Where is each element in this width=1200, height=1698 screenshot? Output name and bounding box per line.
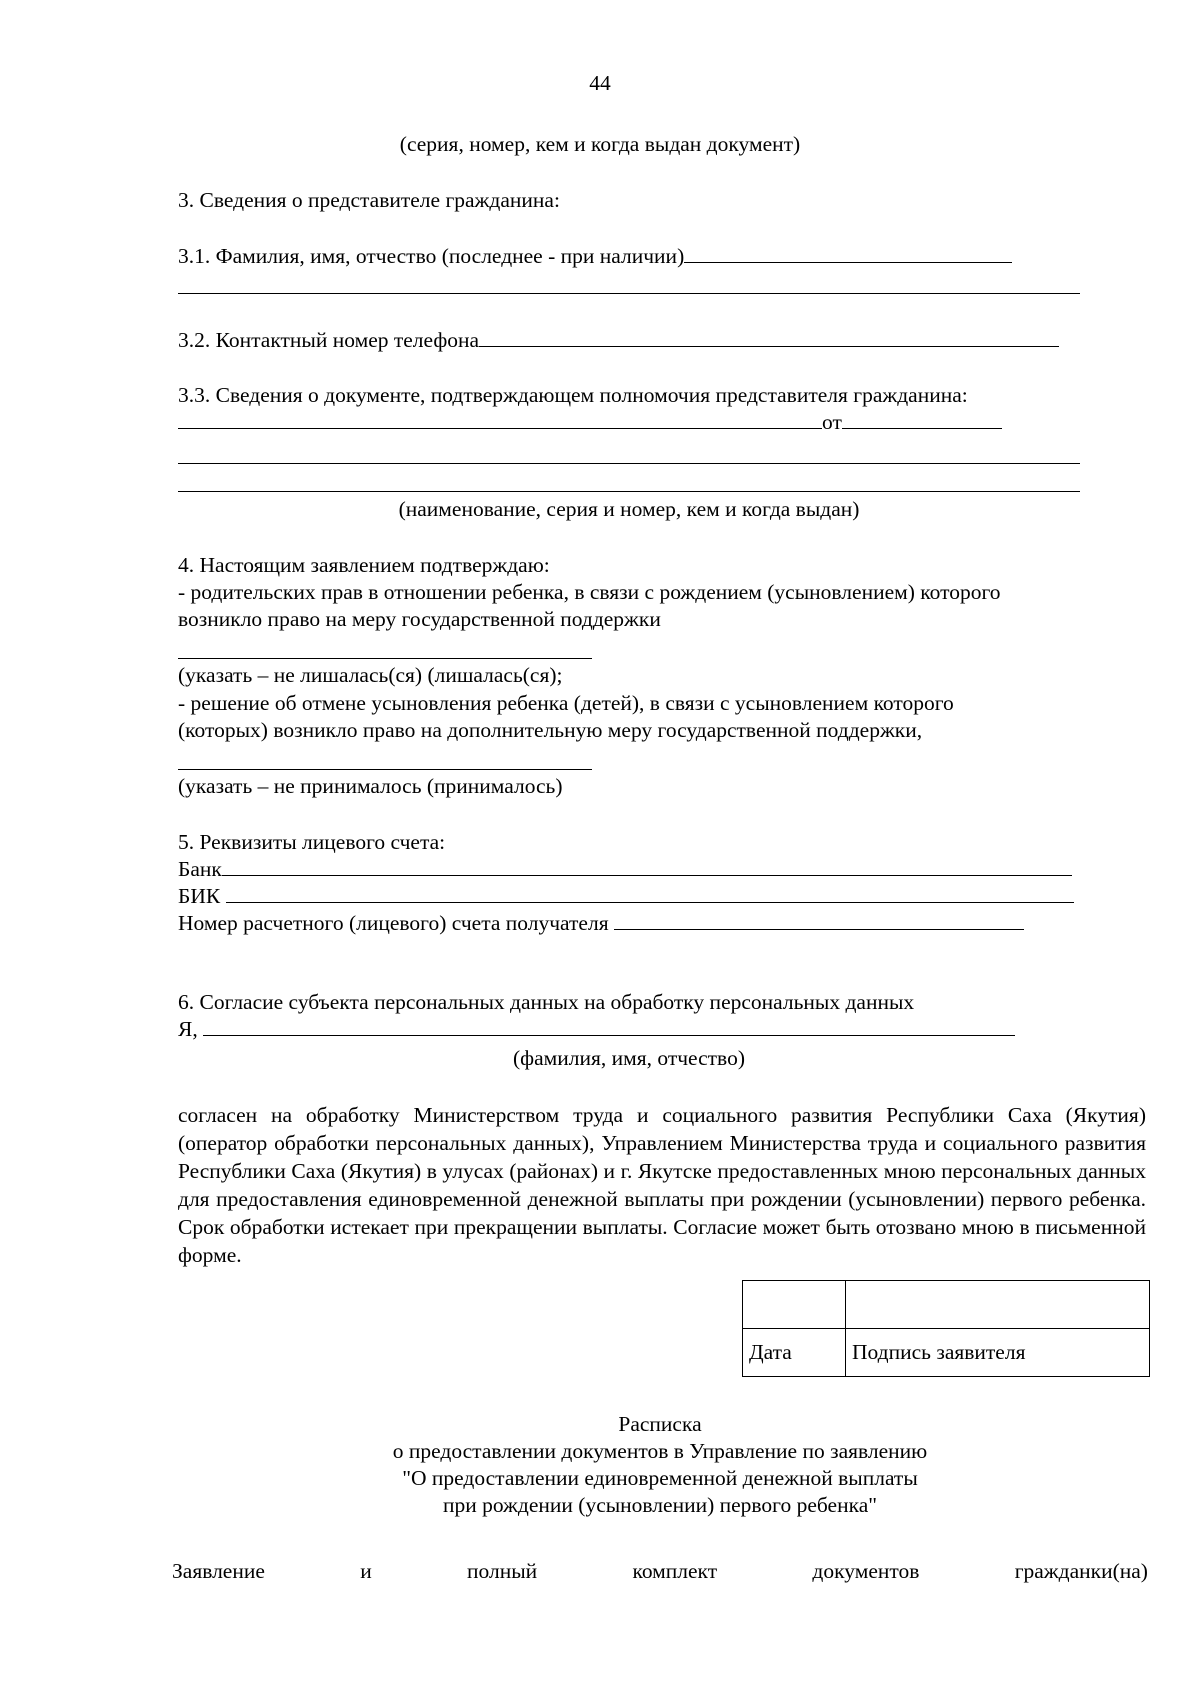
section-4-line3: - решение об отмене усыновления ребенка (детей), в связи с усыновлением которого: [178, 691, 954, 715]
representative-name-field[interactable]: [684, 243, 1012, 263]
signature-table: [742, 1280, 1150, 1377]
adoption-cancel-field[interactable]: [178, 769, 592, 770]
signature-label: Подпись заявителя: [846, 1329, 1150, 1377]
receipt-line2: "О предоставлении единовременной денежной выплаты: [402, 1466, 918, 1490]
account-label: Номер расчетного (лицевого) счета получателя: [178, 911, 609, 935]
section-3-1-label: [178, 243, 1012, 269]
section-6-heading: 6. Согласие субъекта персональных данных на обработку персональных данных: [178, 990, 915, 1014]
final-word: и: [360, 1559, 372, 1583]
representative-name-label: 3.1. Фамилия, имя, отчество (последнее - при наличии): [178, 244, 685, 268]
date-label: Дата: [743, 1329, 846, 1377]
bank-field[interactable]: [222, 856, 1072, 876]
authority-doc-field-line2[interactable]: [178, 463, 1080, 464]
page-number: 44: [589, 71, 611, 95]
consent-fio-caption: (фамилия, имя, отчество): [513, 1046, 745, 1070]
section-3-2-label: [178, 327, 1059, 353]
section-5-heading: 5. Реквизиты лицевого счета:: [178, 830, 446, 854]
account-field[interactable]: [614, 910, 1024, 930]
consent-fio-field[interactable]: [203, 1016, 1015, 1036]
receipt-line1: о предоставлении документов в Управление по заявлению: [392, 1439, 928, 1463]
section-4-line1: - родительских прав в отношении ребенка, в связи с рождением (усыновлением) которого: [178, 580, 1001, 604]
phone-field[interactable]: [479, 327, 1059, 347]
phone-label: 3.2. Контактный номер телефона: [178, 328, 480, 352]
signature-cell[interactable]: [846, 1281, 1150, 1329]
parental-rights-hint: (указать – не лишалась(ся) (лишалась(ся);: [178, 663, 563, 687]
section-4-line2: возникло право на меру государственной поддержки: [178, 607, 661, 631]
bank-row: [178, 856, 1072, 882]
final-word: полный: [467, 1559, 538, 1583]
authority-doc-caption: (наименование, серия и номер, кем и когда выдан): [398, 497, 860, 521]
authority-doc-field[interactable]: [178, 409, 822, 429]
consent-fio-row: [178, 1016, 1015, 1042]
authority-doc-date-field[interactable]: [842, 409, 1002, 429]
final-word: Заявление: [172, 1559, 265, 1583]
final-word: комплект: [632, 1559, 718, 1583]
authority-doc-field-line3[interactable]: [178, 491, 1080, 492]
document-caption: (серия, номер, кем и когда выдан документ): [399, 132, 801, 156]
i-prefix: Я,: [178, 1017, 198, 1041]
account-row: [178, 910, 1024, 936]
section-4-heading: 4. Настоящим заявлением подтверждаю:: [178, 553, 550, 577]
bik-row: [178, 883, 1074, 909]
authority-doc-row: [178, 409, 1002, 435]
bank-label: Банк: [178, 857, 222, 881]
authority-doc-from-label: от: [822, 410, 842, 434]
section-3-heading: 3. Сведения о представителе гражданина:: [178, 188, 560, 212]
adoption-cancel-hint: (указать – не принималось (принималось): [178, 774, 563, 798]
consent-text: согласен на обработку Министерством труда и социального развития Республики Саха (Якутия) (оператор обработки персональных данных), Управлением Министерства труда и социального развития Республики Саха (Якутия) в улусах (районах) и г. Якутске предоставленных мною персональных данных для предоставления единовременной денежной выплаты при рождении (усыновлении) первого ребенка. Срок обработки истекает при прекращении выплаты. Согласие может быть отозвано мною в письменной форме.: [178, 1103, 1146, 1267]
bik-field[interactable]: [226, 883, 1074, 903]
final-word: документов: [812, 1559, 920, 1583]
receipt-line3: при рождении (усыновлении) первого ребенка": [442, 1493, 878, 1517]
section-4-line4: (которых) возникло право на дополнительную меру государственной поддержки,: [178, 718, 923, 742]
date-cell[interactable]: [743, 1281, 846, 1329]
bik-label: БИК: [178, 884, 221, 908]
final-line: [172, 1558, 1148, 1584]
final-word: гражданки(на): [1014, 1559, 1148, 1583]
parental-rights-field[interactable]: [178, 658, 592, 659]
receipt-title: Расписка: [618, 1412, 702, 1436]
section-3-3-label: 3.3. Сведения о документе, подтверждающем полномочия представителя гражданина:: [178, 383, 968, 407]
representative-name-field-line2[interactable]: [178, 293, 1080, 294]
